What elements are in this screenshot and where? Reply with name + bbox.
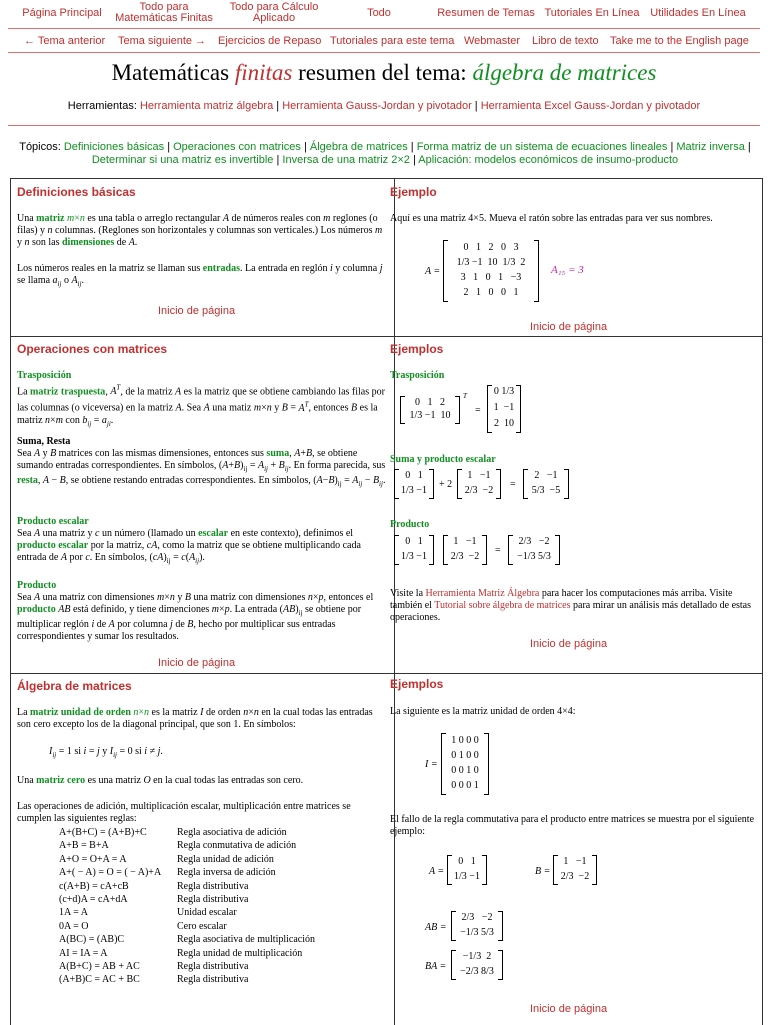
transp-equals: =	[475, 405, 481, 416]
inicio-link[interactable]: Inicio de página	[530, 321, 608, 333]
inicio-link[interactable]: Inicio de página	[530, 638, 608, 650]
producto-text: Sea A una matriz con dimensiones m×n y B una matriz con dimensiones n×p, entonces el producto AB está definido, y tiene dimenciones m×p. La entrada $(AB)_{ij}$ se obtiene por multiplicar reglón i de A por columna j de B, hecho por multiplicar sus entradas correspondientes y sumar los resultados.	[17, 592, 374, 642]
property-name: Regla distributiva	[177, 880, 249, 892]
nav-pagina-principal[interactable]: Página Principal	[22, 7, 102, 19]
property-formula: c(A+B) = cA+cB	[59, 880, 129, 892]
def-entradas-text: Los números reales en la matriz se llaman sus entradas. La entrada en reglón i y columna j se llama $a_{ij}$ o $A_{ij}$.	[17, 263, 383, 288]
identity-matrix: 1 0 0 0 0 1 0 0 0 0 1 0 0 0 0 1	[441, 733, 489, 795]
unit-matrix-text: La siguiente es la matriz unidad de orden 4×4:	[390, 706, 576, 717]
tool-matriz-algebra[interactable]: Herramienta matriz álgebra	[139, 100, 274, 112]
subheading-suma-resta: Suma, Resta	[17, 436, 71, 447]
tool-excel-gauss[interactable]: Herramienta Excel Gauss-Jordan y pivotador	[480, 100, 701, 112]
matrix-a2: 0 1 1/3 −1	[447, 855, 487, 885]
content-table	[10, 178, 763, 1025]
nav-todo-finitas[interactable]: Todo para Matemáticas Finitas	[115, 1, 213, 24]
matriz-cero-text: Una matriz cero es una matriz O en la cual todas las entradas son cero.	[17, 775, 304, 786]
topic-insumo-producto[interactable]: Aplicación: modelos económicos de insumo-producto	[418, 154, 679, 166]
entry-a15: A₁₅ = 3	[551, 264, 584, 276]
row-divider-2	[11, 673, 762, 674]
property-name: Regla asociativa de multiplicación	[177, 934, 316, 946]
transp-matrix-1: 0 1 2 1/3 −1 10	[400, 396, 460, 424]
ex-suma-title: Suma y producto escalar	[390, 454, 496, 465]
suma-matrix-2: 1 −1 2/3 −2	[457, 469, 501, 499]
subheading-producto-escalar: Producto escalar	[17, 516, 89, 527]
nav-tutoriales-tema[interactable]: Tutoriales para este tema	[330, 35, 455, 47]
tool-gauss-jordan[interactable]: Herramienta Gauss-Jordan y pivotador	[282, 100, 472, 112]
nav-utilidades[interactable]: Utilidades En Línea	[650, 7, 746, 19]
prod-equals: =	[495, 545, 501, 556]
prod-result: 2/3 −2 −1/3 5/3	[508, 535, 560, 565]
topic-definiciones[interactable]: Definiciones básicas	[63, 141, 165, 153]
property-name: Regla distributiva	[177, 894, 249, 905]
ops-intro-text: Las operaciones de adición, multiplicación escalar, multiplicación entre matrices se cumplen las siguientes reglas:	[17, 801, 351, 824]
nav-libro[interactable]: Libro de texto	[532, 35, 599, 47]
nav-tutoriales[interactable]: Tutoriales En Línea	[544, 7, 640, 19]
commutative-text: El fallo de la regla commutativa para el producto entre matrices se muestra por el siguiente ejemplo:	[390, 814, 755, 837]
property-formula: AI = IA = A	[59, 947, 108, 959]
subheading-producto: Producto	[17, 580, 57, 591]
property-formula: A+O = O+A = A	[59, 853, 127, 865]
identity-formula: $I_{ij} = 1$ si i = j y $I_{ij} = 0$ si i ≠ j.	[49, 746, 163, 759]
herramienta-link[interactable]: Herramienta Matriz Álgebra	[425, 588, 540, 599]
transp-superscript: T	[463, 392, 467, 400]
nav-todo-calculo[interactable]: Todo para Cálculo Aplicado	[229, 1, 319, 24]
property-name: Regla distributiva	[177, 961, 249, 972]
suma-resta-text: Sea A y B matrices con las mismas dimensiones, entonces sus suma, A+B, se obtiene sumando entradas correspondientes. En símbolos, $(A+B)_{ij} = A_{ij} + B_{ij}$. En forma parecida, sus resta, A − B, se obtiene restando entradas correspondientes. En símbolos, $(A-B)_{ij} = A_{ij} - B_{ij}$.	[17, 448, 386, 488]
matrix-a: 0 1 2 0 3 1/3 −1 10 1/3 2 3 1 0 1 −3 2 1 0 0 1	[443, 240, 539, 302]
property-name: Regla conmutativa de adición	[177, 840, 297, 852]
ex-trasposicion-title: Trasposición	[390, 370, 445, 381]
suma-result: 2 −1 5/3 −5	[523, 469, 569, 499]
property-name: Regla unidad de adición	[177, 853, 274, 865]
topic-invertible[interactable]: Determinar si una matriz es invertible	[91, 154, 274, 166]
identity-label: I =	[425, 759, 438, 770]
ba-label: BA =	[425, 961, 447, 972]
suma-plus: + 2	[439, 479, 453, 490]
property-formula: 0A = O	[59, 920, 89, 932]
property-name: Regla asociativa de adición	[177, 827, 287, 838]
ex-producto-title: Producto	[390, 519, 430, 530]
property-formula: 1A = A	[59, 907, 88, 919]
transp-matrix-2: 0 1/3 1 −1 2 10	[487, 385, 521, 433]
matrix-b: 1 −1 2/3 −2	[553, 855, 597, 885]
tools-divider	[8, 125, 760, 126]
visit-text: Visite la Herramienta Matriz Álgebra para hacer los computaciones más arriba. Visite también el Tutorial sobre álgebra de matrices para mirar un análisis más detallado de estas operaciones.	[390, 588, 752, 623]
nav-divider-2	[8, 52, 760, 53]
suma-matrix-1: 0 1 1/3 −1	[394, 469, 434, 499]
heading-ejemplo-1: Ejemplo	[390, 185, 437, 199]
matrix-ba: −1/3 2 −2/3 8/3	[451, 950, 503, 980]
nav-resumen-temas[interactable]: Resumen de Temas	[437, 7, 535, 19]
nav-todo[interactable]: Todo	[367, 7, 391, 19]
heading-operaciones: Operaciones con matrices	[17, 342, 168, 356]
topic-forma-matriz[interactable]: Forma matriz de un sistema de ecuaciones lineales	[416, 141, 668, 153]
subheading-trasposicion: Trasposición	[17, 370, 72, 381]
suma-equals: =	[510, 479, 516, 490]
matriz-unidad-text: La matriz unidad de orden n×n es la matriz I de orden n×n en la cual todas las entradas son cero excepto los de la diagonal principal, que son 1. En símbolos:	[17, 707, 373, 730]
property-name: Regla distributiva	[177, 974, 249, 986]
inicio-link[interactable]: Inicio de página	[158, 657, 236, 669]
nav-ejercicios[interactable]: Ejercicios de Repaso	[218, 35, 322, 47]
heading-algebra: Álgebra de matrices	[17, 679, 132, 693]
trasposicion-text: La matriz traspuesta, $A^T$, de la matriz A es la matriz que se obtiene cambiando las filas por las columnas (o viceversa) en la matriz A. Sea A una matiz m×n y $B = A^T$, entonces B es la matriz n×m con $b_{ij} = a_{ji}$.	[17, 384, 385, 428]
property-name: Unidad escalar	[177, 907, 237, 919]
property-formula: A+B = B+A	[59, 840, 109, 852]
heading-definiciones: Definiciones básicas	[17, 185, 136, 199]
top-nav	[0, 0, 768, 28]
nav-divider-1	[8, 28, 760, 29]
property-formula: A+(B+C) = (A+B)+C	[59, 827, 147, 838]
heading-ejemplos-3: Ejemplos	[390, 677, 444, 691]
nav-tema-anterior[interactable]: ← Tema anterior	[24, 35, 106, 47]
matrix-a-label: A =	[425, 266, 441, 277]
property-formula: (A+B)C = AC + BC	[59, 974, 140, 986]
topic-inversa[interactable]: Matriz inversa	[676, 141, 745, 153]
property-name: Regla inversa de adición	[177, 867, 276, 879]
def-matriz-text: Una matriz m×n es una tabla o arreglo rectangular A de números reales con m reglones (o filas) y n columnas. (Reglones son horizontales y columnas son verticales.) Los números m y n son las dimensiones de A.	[17, 213, 383, 248]
nav-webmaster[interactable]: Webmaster	[464, 35, 521, 47]
matrix-ab: 2/3 −2 −1/3 5/3	[451, 911, 503, 941]
topic-inversa-2x2[interactable]: Inversa de una matriz 2×2	[282, 154, 410, 166]
prod-matrix-2: 1 −1 2/3 −2	[443, 535, 487, 565]
property-formula: A(BC) = (AB)C	[59, 934, 125, 946]
properties-table	[59, 827, 379, 987]
page-title: Matemáticas finitas resumen del tema: álgebra de matrices	[111, 60, 657, 85]
property-formula: A(B+C) = AB + AC	[59, 961, 140, 972]
property-formula: A+( − A) = O = ( − A)+A	[59, 867, 162, 879]
prod-matrix-1: 0 1 1/3 −1	[394, 535, 434, 565]
inicio-link[interactable]: Inicio de página	[530, 1003, 608, 1015]
row-divider-1	[11, 336, 762, 337]
heading-ejemplos-2: Ejemplos	[390, 342, 444, 356]
property-name: Cero escalar	[177, 920, 227, 932]
nav-english[interactable]: Take me to the English page	[610, 35, 749, 47]
matrix-b-label: B =	[535, 866, 551, 877]
topic-algebra[interactable]: Álgebra de matrices	[309, 141, 408, 153]
matrix-a2-label: A =	[429, 866, 445, 877]
nav-tema-siguiente[interactable]: Tema siguiente →	[118, 35, 207, 47]
ejemplo-1-text: Aquí es una matriz 4×5. Mueva el ratón sobre las entradas para ver sus nombres.	[390, 213, 713, 224]
topic-operaciones[interactable]: Operaciones con matrices	[173, 141, 301, 153]
tutorial-link[interactable]: Tutorial sobre álgebra de matrices	[434, 600, 571, 611]
topics-line: Tópicos: Definiciones básicas | Operaciones con matrices | Álgebra de matrices | Forma matriz de un sistema de ecuaciones lineales | Matriz inversa | Determinar si una matriz es invertible | Inversa de una matriz 2×2 | Aplicación: modelos económicos de insumo-producto	[19, 141, 751, 166]
tools-line: Herramientas: Herramienta matriz álgebra | Herramienta Gauss-Jordan y pivotador | Herramienta Excel Gauss-Jordan y pivotador	[67, 100, 701, 112]
inicio-link[interactable]: Inicio de página	[158, 305, 236, 317]
property-name: Regla unidad de multiplicación	[177, 947, 303, 959]
property-formula: (c+d)A = cA+dA	[59, 894, 128, 905]
producto-escalar-text: Sea A una matriz y c un número (llamado un escalar en este contexto), definimos el producto escalar por la matriz, cA, como la matriz que se obtiene multiplicando cada entrada de A por c. En símbolos, $(cA)_{ij} = c(A_{ij})$.	[17, 528, 361, 565]
ab-label: AB =	[425, 922, 447, 933]
